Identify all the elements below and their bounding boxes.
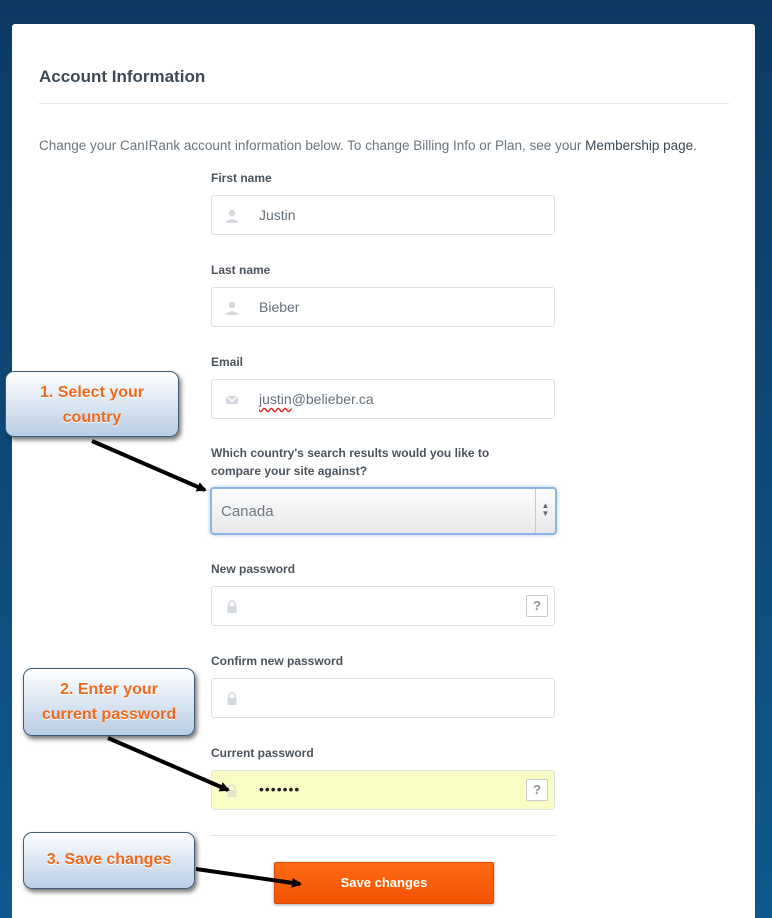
callout-enter-password: [23, 668, 195, 736]
email-value-domain: @belieber.ca: [291, 391, 374, 407]
last-name-label: Last name: [211, 263, 271, 277]
country-label-line1: Which country's search results would you like to: [211, 446, 490, 460]
callout-2-line1: 2. Enter your: [60, 681, 158, 698]
intro-text-end: .: [693, 138, 697, 153]
first-name-value: Justin: [259, 207, 296, 223]
help-icon[interactable]: ?: [526, 595, 548, 617]
membership-link[interactable]: Membership page: [585, 138, 694, 153]
page-title: Account Information: [39, 67, 206, 86]
callout-2-line2: current password: [41, 706, 177, 723]
arrow-3-icon: [196, 869, 300, 884]
callout-1-line2: country: [62, 409, 122, 426]
callout-1-line1: 1. Select your: [39, 384, 145, 401]
help-icon[interactable]: ?: [526, 779, 548, 801]
first-name-label: First name: [211, 171, 272, 185]
last-name-value: Bieber: [259, 299, 300, 315]
email-value-user: justin: [259, 391, 292, 407]
callout-save-changes: [23, 832, 195, 889]
intro-text-main: Change your CanIRank account information below. To change Billing Info or Plan, see your: [39, 138, 586, 153]
current-password-value: •••••••: [259, 781, 301, 797]
country-value: Canada: [221, 503, 274, 520]
save-button[interactable]: Save changes: [274, 862, 494, 904]
country-label-line2: compare your site against?: [211, 464, 368, 478]
current-password-label: Current password: [211, 746, 314, 760]
confirm-password-label: Confirm new password: [211, 654, 344, 668]
email-label: Email: [211, 355, 244, 369]
select-arrows-icon: ▲ ▼: [535, 489, 555, 533]
callout-select-country: [5, 371, 179, 437]
arrow-1-icon: [92, 441, 205, 490]
callout-3-text: 3. Save changes: [46, 851, 172, 868]
arrow-2-icon: [108, 738, 228, 790]
new-password-label: New password: [211, 562, 296, 576]
